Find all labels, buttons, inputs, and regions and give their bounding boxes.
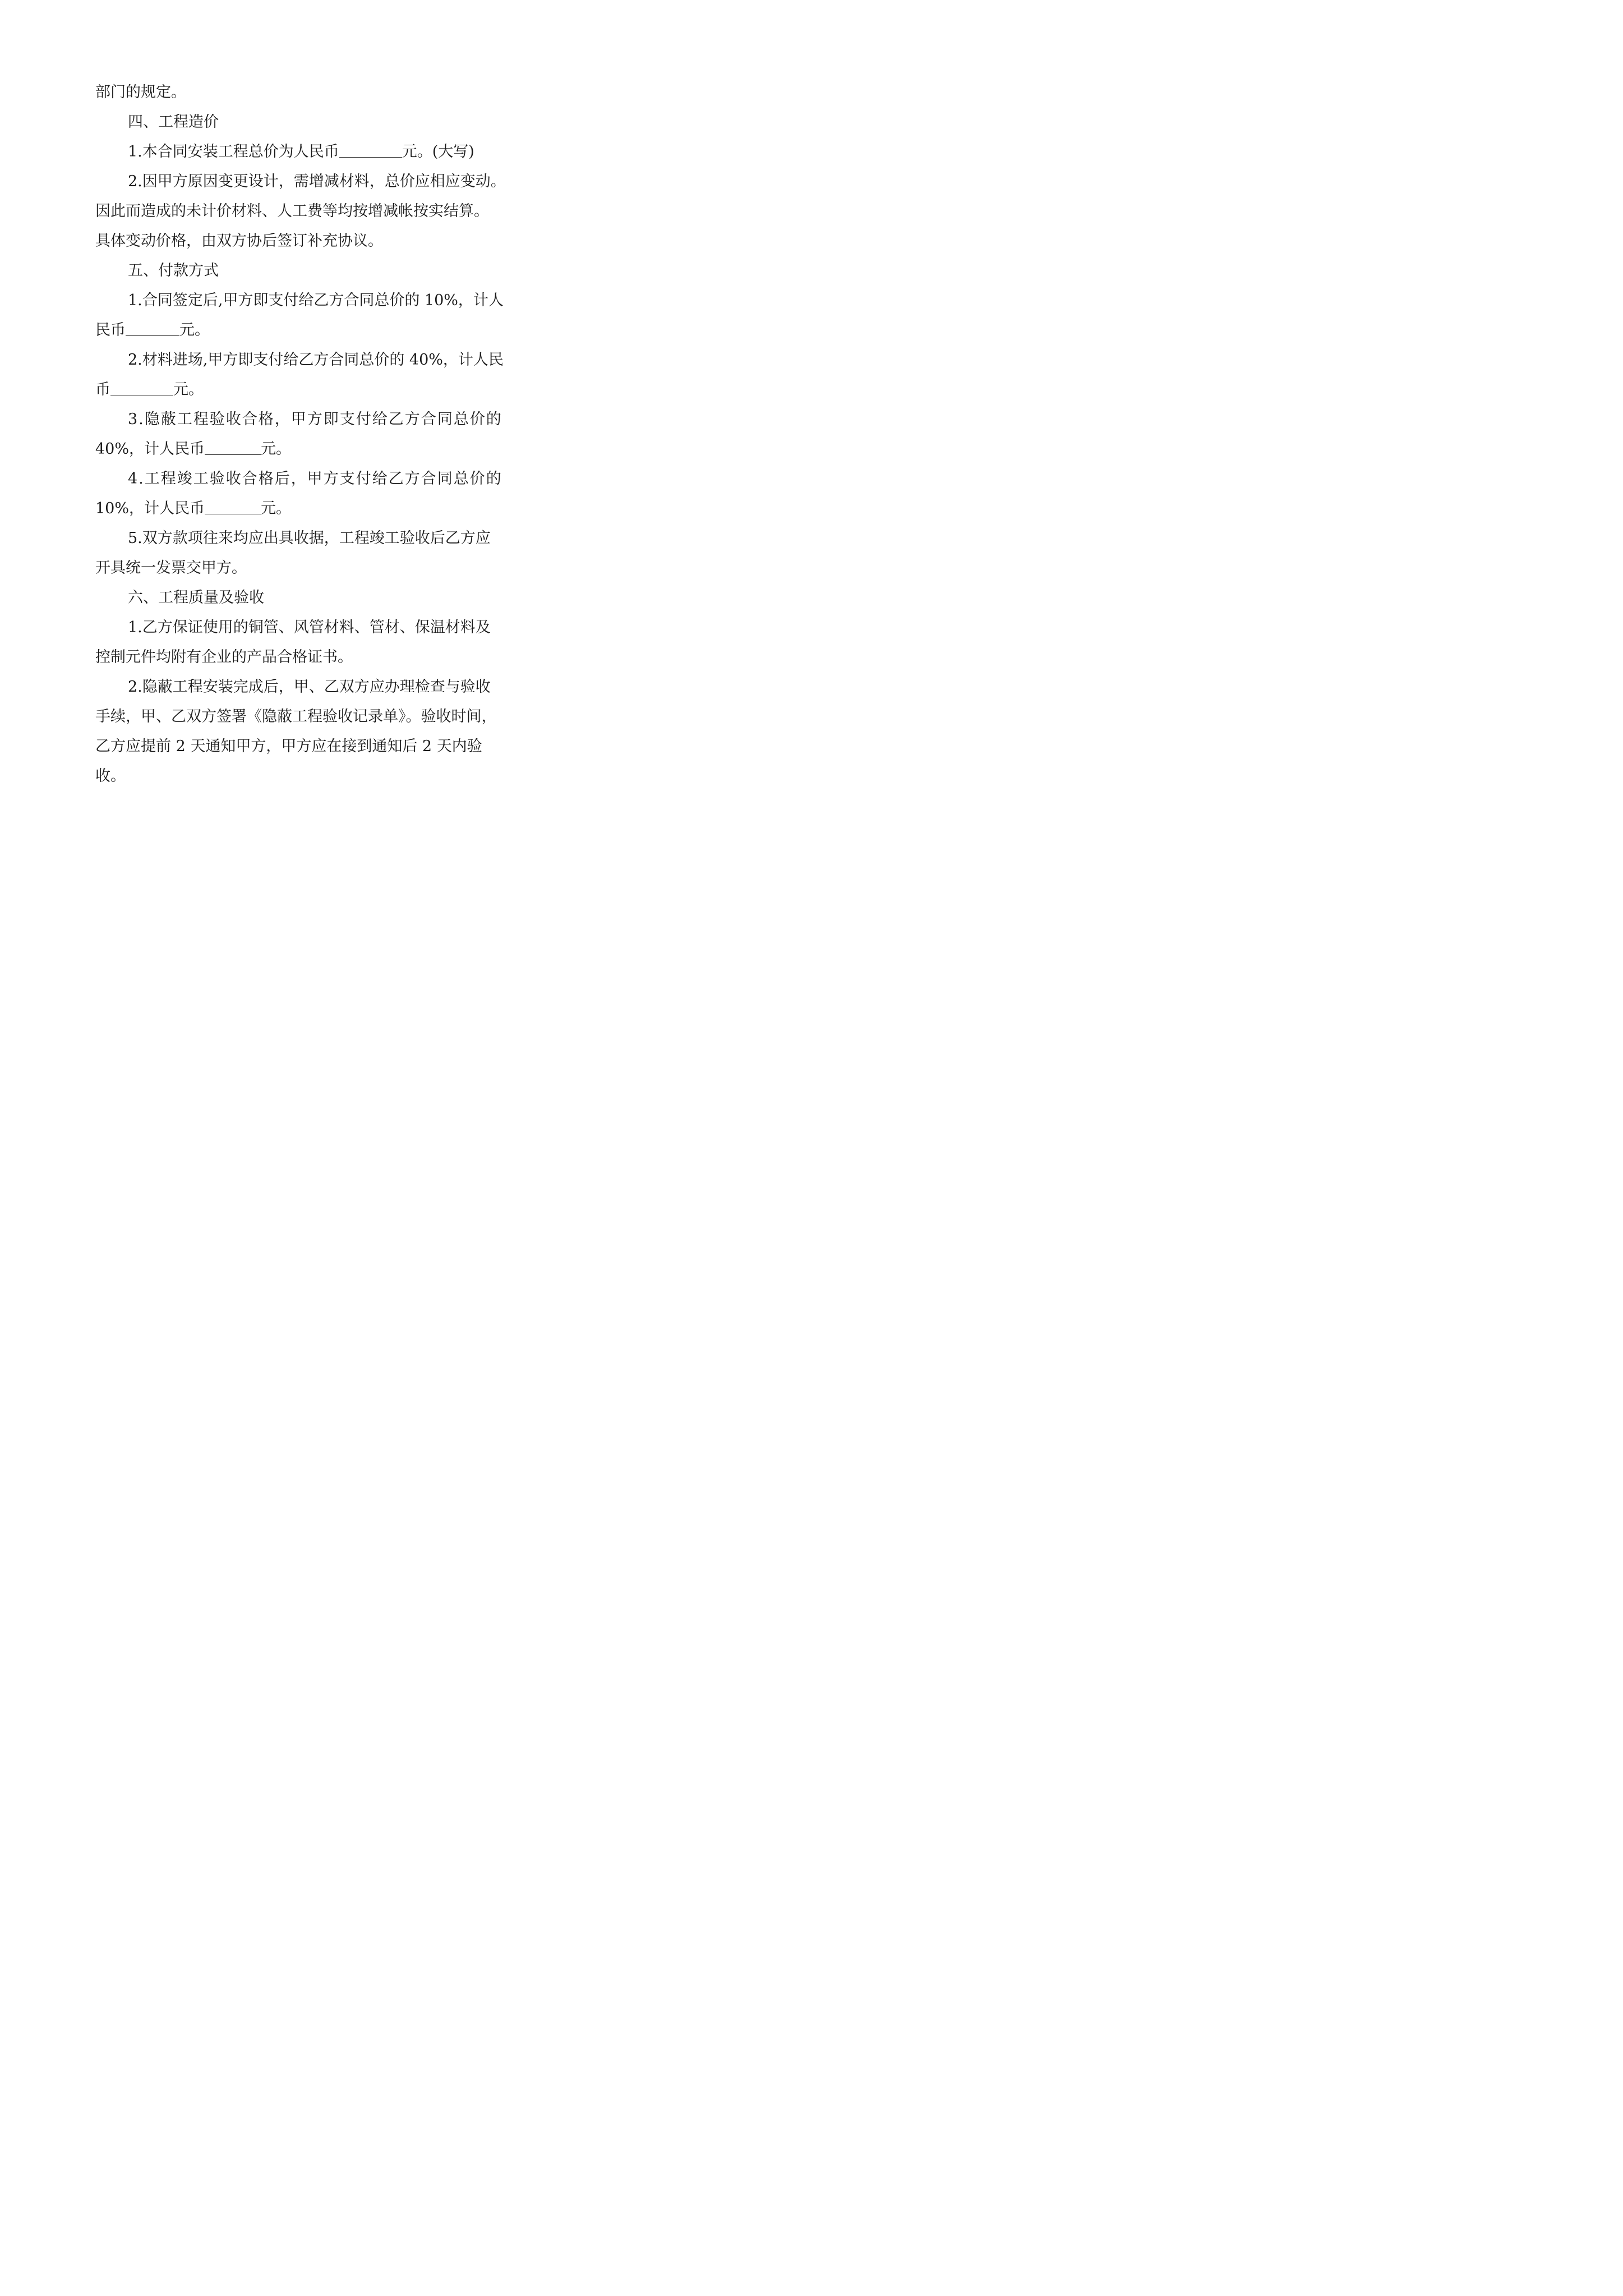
amount-blank-field[interactable]	[205, 497, 261, 514]
clause-text: 元。	[261, 440, 292, 458]
clause-text: 40%，计人民币	[95, 440, 205, 458]
amount-blank-field[interactable]	[110, 378, 173, 395]
clause-text: 民币	[95, 321, 126, 339]
paragraph-line: 因此而造成的未计价材料、人工费等均按增减帐按实结算。	[95, 203, 489, 220]
amount-blank-field[interactable]	[339, 140, 402, 158]
clause-text: 10%，计人民币	[95, 500, 205, 517]
clause-line: 1.乙方保证使用的铜管、风管材料、管材、保温材料及	[128, 619, 491, 636]
amount-blank-field[interactable]	[205, 438, 261, 455]
clause-line: 4.工程竣工验收合格后，甲方支付给乙方合同总价的	[128, 470, 502, 487]
paragraph-line: 乙方应提前 2 天通知甲方，甲方应在接到通知后 2 天内验	[95, 738, 482, 755]
paragraph-line: 部门的规定。	[95, 84, 186, 101]
clause-text: 币	[95, 381, 110, 398]
clause-line	[95, 137, 528, 167]
clause-line: 2.因甲方原因变更设计，需增减材料，总价应相应变动。	[128, 173, 506, 190]
paragraph-line	[95, 494, 528, 523]
document-body	[95, 77, 528, 791]
paragraph-line: 开具统一发票交甲方。	[95, 559, 247, 577]
paragraph-line	[95, 315, 528, 345]
clause-text: 1.本合同安装工程总价为人民币	[128, 143, 339, 160]
clause-text: 元。	[179, 321, 210, 339]
clause-text: 元。(大写)	[402, 143, 474, 160]
clause-line: 5.双方款项往来均应出具收据，工程竣工验收后乙方应	[128, 530, 491, 547]
document-page	[0, 0, 621, 880]
clause-text: 元。	[173, 381, 204, 398]
paragraph-line: 控制元件均附有企业的产品合格证书。	[95, 648, 353, 666]
section-heading-quality: 六、工程质量及验收	[128, 589, 264, 606]
section-heading-pricing: 四、工程造价	[128, 113, 219, 131]
clause-line: 1.合同签定后,甲方即支付给乙方合同总价的 10%，计人	[128, 292, 504, 309]
paragraph-line: 具体变动价格，由双方协后签订补充协议。	[95, 232, 383, 250]
paragraph-line: 手续，甲、乙双方签署《隐蔽工程验收记录单》。验收时间，	[95, 708, 497, 725]
clause-line: 2.隐蔽工程安装完成后，甲、乙双方应办理检查与验收	[128, 678, 491, 696]
amount-blank-field[interactable]	[126, 319, 179, 336]
clause-text: 元。	[261, 500, 292, 517]
clause-line: 3.隐蔽工程验收合格，甲方即支付给乙方合同总价的	[128, 411, 502, 428]
paragraph-line	[95, 434, 528, 464]
clause-line: 2.材料进场,甲方即支付给乙方合同总价的 40%，计人民	[128, 351, 504, 369]
paragraph-line: 收。	[95, 767, 126, 785]
section-heading-payment: 五、付款方式	[128, 262, 219, 279]
paragraph-line	[95, 375, 528, 404]
